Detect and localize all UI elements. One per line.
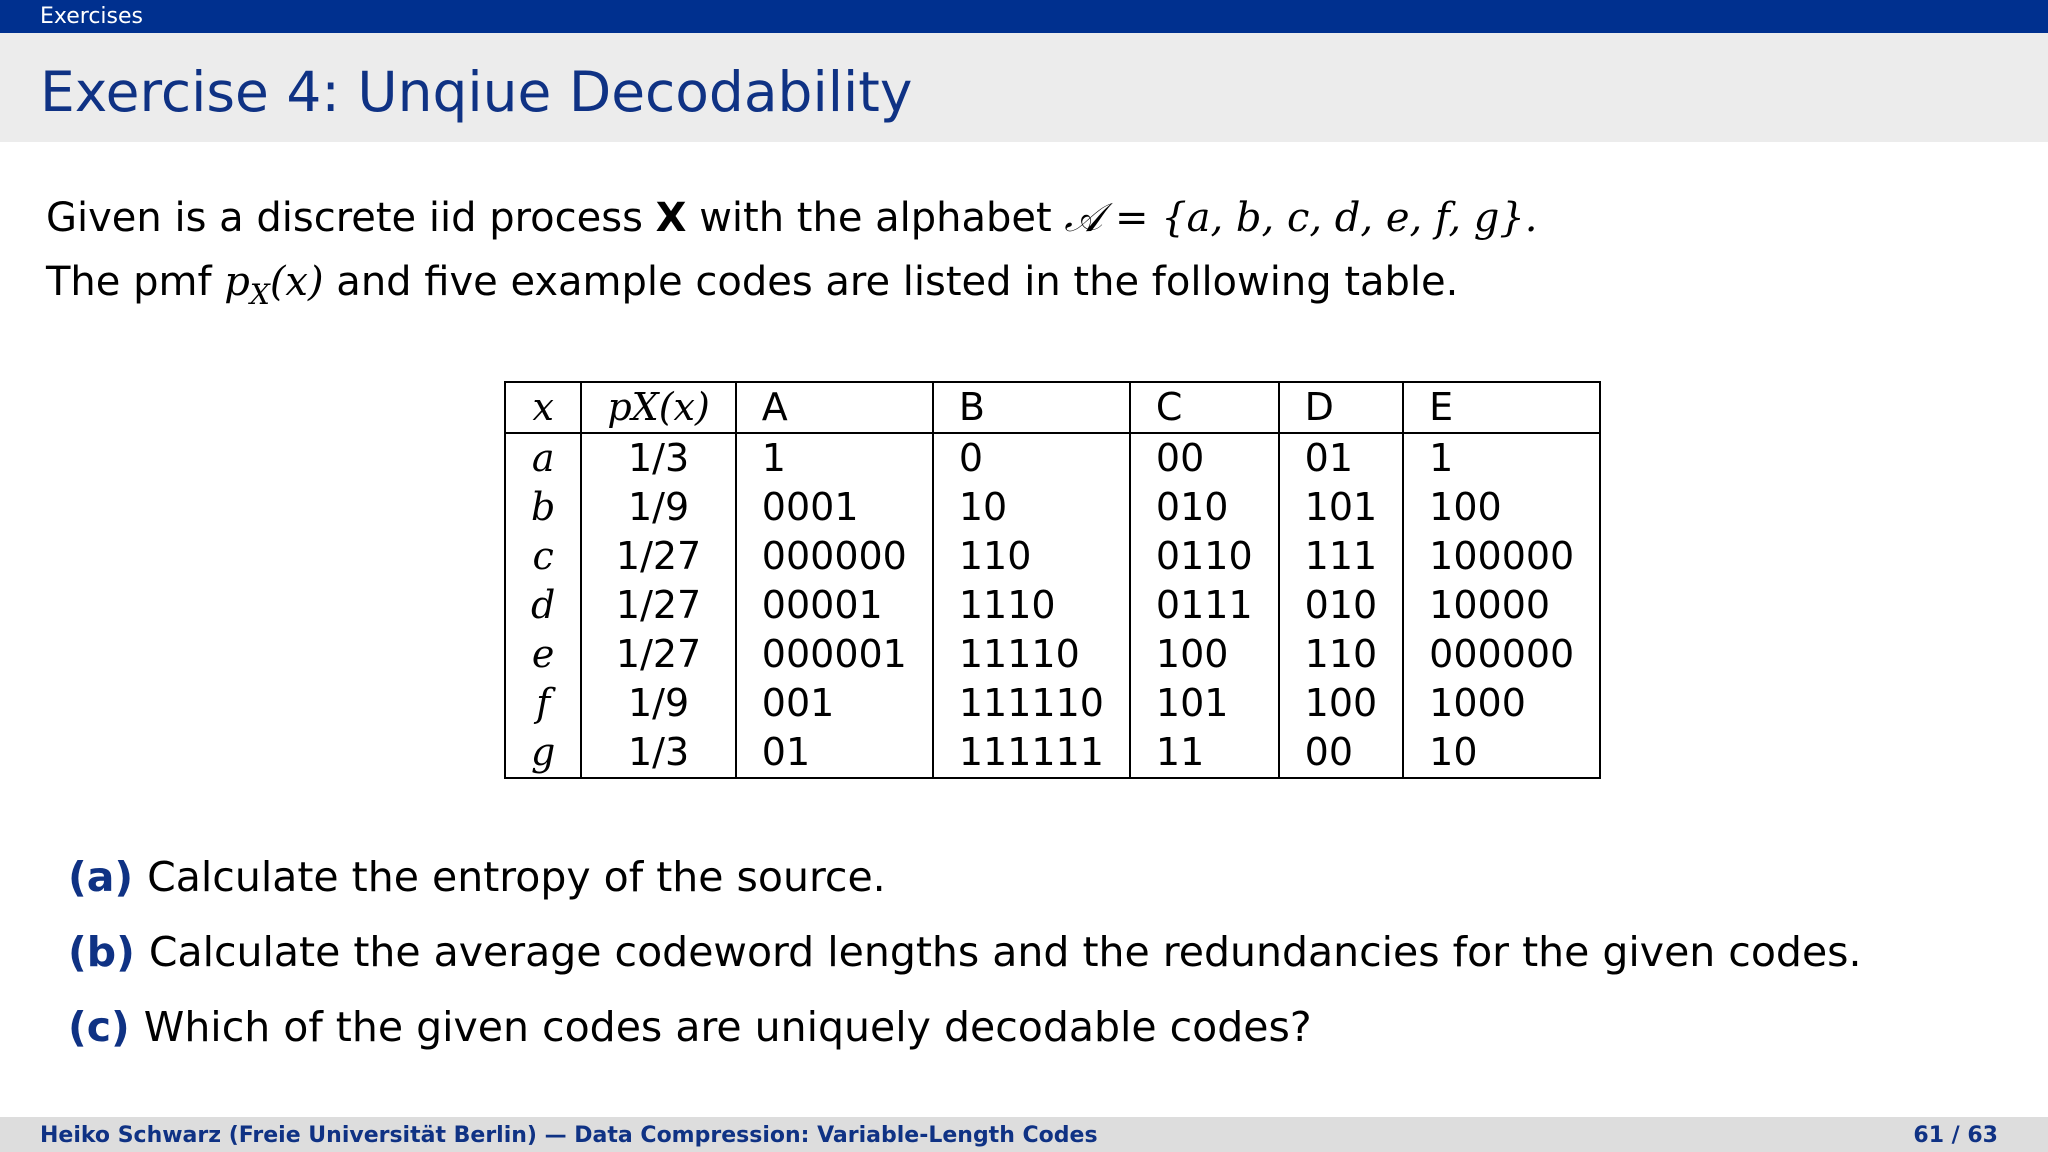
code-d-cell: 111 (1279, 532, 1404, 581)
frame-title: Exercise 4: Unqiue Decodability (40, 60, 913, 124)
table-header-row (505, 382, 1600, 433)
code-d-cell: 010 (1279, 581, 1404, 630)
section-name: Exercises (40, 4, 144, 29)
code-c-cell: 0110 (1130, 532, 1279, 581)
header-code-e: E (1403, 382, 1600, 433)
alphabet-set: 𝒜 = {a, b, c, d, e, f, g}. (1064, 195, 1538, 241)
probability-cell: 1/3 (581, 728, 735, 778)
code-a-cell: 000000 (736, 532, 933, 581)
question-text: Calculate the average codeword lengths and the redundancies for the given codes. (148, 928, 1862, 976)
table-row (505, 630, 1600, 679)
symbol-cell: d (505, 581, 581, 630)
code-e-cell: 1 (1403, 433, 1600, 483)
code-a-cell: 1 (736, 433, 933, 483)
header-code-a: A (736, 382, 933, 433)
question-c (68, 1002, 1312, 1052)
header-code-d: D (1279, 382, 1404, 433)
question-b (68, 927, 1862, 977)
code-d-cell: 01 (1279, 433, 1404, 483)
probability-cell: 1/9 (581, 679, 735, 728)
question-a (68, 852, 886, 902)
code-c-cell: 101 (1130, 679, 1279, 728)
code-d-cell: 100 (1279, 679, 1404, 728)
intro-line2-suffix: and five example codes are listed in the following table. (323, 259, 1459, 305)
pmf-argument: (x) (269, 259, 324, 305)
probability-cell: 1/27 (581, 581, 735, 630)
header-code-c: C (1130, 382, 1279, 433)
probability-cell: 1/27 (581, 630, 735, 679)
code-c-cell: 100 (1130, 630, 1279, 679)
code-a-cell: 00001 (736, 581, 933, 630)
code-e-cell: 10 (1403, 728, 1600, 778)
section-strip (0, 0, 2048, 33)
intro-line-1 (46, 193, 1538, 243)
table-row (505, 728, 1600, 778)
code-d-cell: 101 (1279, 483, 1404, 532)
intro-line1-prefix: Given is a discrete iid process (46, 195, 656, 241)
question-label: (a) (68, 853, 134, 901)
probability-cell: 1/3 (581, 433, 735, 483)
code-d-cell: 00 (1279, 728, 1404, 778)
code-c-cell: 0111 (1130, 581, 1279, 630)
code-e-cell: 000000 (1403, 630, 1600, 679)
header-pmf: pX(x) (581, 382, 735, 433)
question-text: Which of the given codes are uniquely decodable codes? (143, 1003, 1312, 1051)
table-row (505, 679, 1600, 728)
code-b-cell: 1110 (933, 581, 1130, 630)
code-b-cell: 110 (933, 532, 1130, 581)
pmf-subscript: X (249, 278, 270, 311)
footer-bar (0, 1117, 2048, 1152)
intro-line1-mid: with the alphabet (686, 195, 1065, 241)
header-code-b: B (933, 382, 1130, 433)
intro-line2-prefix: The pmf (46, 259, 225, 305)
code-e-cell: 1000 (1403, 679, 1600, 728)
code-table (504, 381, 1601, 779)
question-label: (c) (68, 1003, 130, 1051)
code-a-cell: 000001 (736, 630, 933, 679)
symbol-cell: b (505, 483, 581, 532)
code-c-cell: 11 (1130, 728, 1279, 778)
question-text: Calculate the entropy of the source. (147, 853, 886, 901)
intro-line-2 (46, 257, 1458, 320)
code-e-cell: 100000 (1403, 532, 1600, 581)
code-b-cell: 111111 (933, 728, 1130, 778)
table-row (505, 532, 1600, 581)
symbol-cell: a (505, 433, 581, 483)
code-e-cell: 100 (1403, 483, 1600, 532)
pmf-symbol: p (224, 259, 250, 305)
code-c-cell: 010 (1130, 483, 1279, 532)
code-b-cell: 10 (933, 483, 1130, 532)
symbol-cell: e (505, 630, 581, 679)
code-b-cell: 0 (933, 433, 1130, 483)
question-label: (b) (68, 928, 135, 976)
probability-cell: 1/27 (581, 532, 735, 581)
table-row (505, 581, 1600, 630)
code-c-cell: 00 (1130, 433, 1279, 483)
table-row (505, 433, 1600, 483)
code-b-cell: 111110 (933, 679, 1130, 728)
symbol-cell: g (505, 728, 581, 778)
process-symbol: X (655, 195, 687, 241)
table-row (505, 483, 1600, 532)
header-x: x (505, 382, 581, 433)
code-d-cell: 110 (1279, 630, 1404, 679)
code-a-cell: 0001 (736, 483, 933, 532)
page-number: 61 / 63 (1913, 1123, 1998, 1148)
symbol-cell: c (505, 532, 581, 581)
code-e-cell: 10000 (1403, 581, 1600, 630)
symbol-cell: f (505, 679, 581, 728)
code-a-cell: 01 (736, 728, 933, 778)
code-b-cell: 11110 (933, 630, 1130, 679)
code-a-cell: 001 (736, 679, 933, 728)
probability-cell: 1/9 (581, 483, 735, 532)
footer-author-title: Heiko Schwarz (Freie Universität Berlin) — Data Compression: Variable-Length Codes (40, 1123, 1098, 1148)
